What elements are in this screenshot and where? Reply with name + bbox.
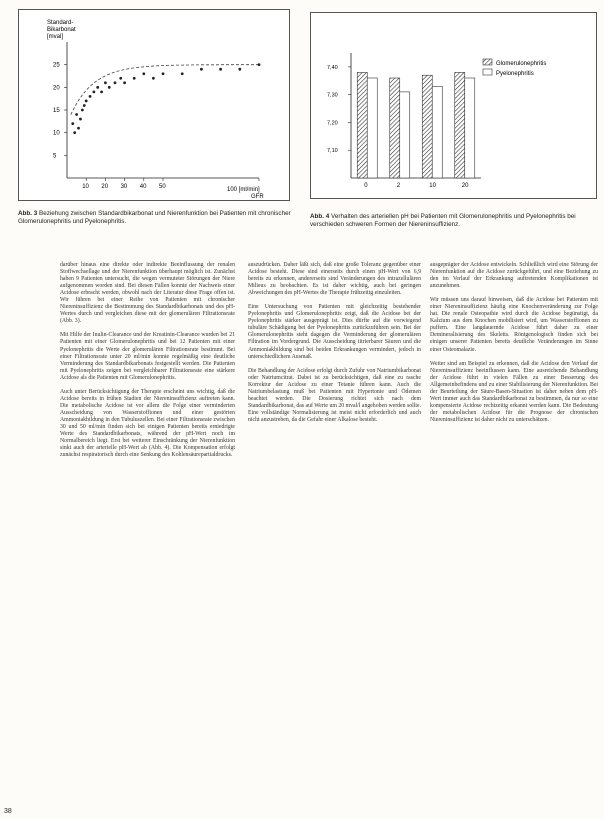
- data-point: [85, 100, 88, 103]
- paragraph: Weiter sind am Beispiel zu erkennen, daß die Acidose den Verlauf der Niereninsuffizienz beeinflussen kann. Eine ausreichende Behandlung der Acidose führt in vielen Fällen zu einer Besserung des Allgemeinbefindens und zu einer Stabilisierung der Nierenfunktion. Bei der Beurteilung der Säure-Basen-Situation ist daher neben dem pH-Wert immer auch das Standardbikarbonat zu bestimmen, da nur so eine kompensierte Acidose rechtzeitig erkannt werden kann. Die Bedeutung der metabolischen Acidose für die Prognose der chronischen Niereninsuffizienz ist daher nicht zu unterschätzen.: [430, 360, 598, 423]
- data-point: [100, 90, 103, 93]
- data-point: [75, 113, 78, 116]
- x-tick-label: 0: [364, 183, 368, 189]
- legend-label-pyelonephritis: Pyelonephritis: [496, 71, 534, 77]
- text-column-1: [60, 262, 235, 466]
- paragraph: auszudrücken. Daher läßt sich, daß eine große Toleranz gegenüber einer Acidose besteht. Diese sind einerseits durch einen pH-Wert von 6,9 bereits zu erkennen, andererseits sind Veränderungen des intrazellulären Milieus zu beobachten. Es ist daher wichtig, auch bei geringen Abweichungen des pH-Wertes die Therapie frühzeitig einzuleiten.: [248, 262, 421, 297]
- y-tick-label: 25: [53, 62, 60, 69]
- bar-pyelonephritis: [367, 78, 377, 178]
- y-tick-label: 7,20: [327, 120, 338, 127]
- data-point: [181, 72, 184, 75]
- data-point: [133, 77, 136, 80]
- data-point: [162, 72, 165, 75]
- data-point: [258, 63, 261, 66]
- y-tick-label: 20: [53, 85, 60, 92]
- x-axis-label-1: 100 [ml/min]: [227, 187, 260, 193]
- paragraph: Auch unter Berücksichtigung der Therapie erscheint uns wichtig, daß die Acidose bereits in frühen Stadien der Niereninsuffizienz auftreten kann. Die metabolische Acidose ist vor allem die Folge einer verminderten Ausscheidung von Wasserstoffionen und einer gestörten Ammoniakbildung in den Tubuluszellen. Bei einer Filtrationsrate zwischen 30 und 50 ml/min finden sich bei einigen Patienten bereits erniedrigte Werte des Standardbikarbonats, während der pH-Wert noch im Normalbereich liegt. Erst bei weiterer Einschränkung der Nierenfunktion sinkt auch der arterielle pH-Wert ab (Abb. 4). Die Kompensation erfolgt zunächst respiratorisch durch eine Senkung des Kohlensäurepartialdrucks.: [60, 388, 235, 459]
- x-tick-label: 10: [429, 183, 436, 189]
- text-column-3: [430, 262, 598, 431]
- y-axis-label-3: [mval]: [47, 34, 64, 40]
- x-tick-label: 30: [120, 184, 128, 190]
- data-point: [83, 104, 86, 107]
- figure-4-box: [310, 12, 597, 199]
- x-tick-label: 20: [101, 184, 109, 190]
- paragraph: ausgeprägter der Acidose entwickeln. Schließlich wird eine Störung der Nierenfunktion auf die Acidose zurückgeführt, und eine Beziehung zu den im Verlauf der Erkrankung auftretenden Komplikationen ist anzunehmen.: [430, 262, 598, 290]
- data-point: [96, 86, 99, 89]
- legend-swatch-pyelonephritis: [483, 69, 492, 75]
- bar-pyelonephritis: [400, 92, 410, 178]
- x-tick-label: 20: [461, 183, 469, 189]
- figure-4-caption-text: Verhalten des arteriellen pH bei Patienten mit Glomerulonephritis und Pyelonephritis bei verschieden schweren Formen der Niereninsuffizienz.: [310, 213, 576, 228]
- data-point: [104, 81, 107, 84]
- data-point: [114, 81, 117, 84]
- x-tick-label: 40: [139, 184, 147, 190]
- bar-glomerulonephritis: [390, 78, 400, 178]
- y-tick-label: 7,30: [327, 92, 338, 99]
- data-point: [81, 109, 84, 112]
- paragraph: Eine Untersuchung von Patienten mit gleichzeitig bestehender Pyelonephritis und Glomerulonephritis zeigt, daß die Acidose bei der Pyelonephritis stärker ausgeprägt ist. Dies dürfte auf die vorwiegend tubuläre Schädigung bei der Pyelonephritis zurückzuführen sein. Bei der Glomerulonephritis steht dagegen die Verminderung der glomerulären Filtration im Vordergrund. Die Ausscheidung titrierbarer Säuren und die Ammoniakbildung sind bei beiden Erkrankungen vermindert, jedoch in unterschiedlichem Ausmaß.: [248, 304, 421, 360]
- figure-3-chart: [19, 10, 289, 200]
- figure-4-number: Abb. 4: [310, 213, 330, 220]
- data-point: [77, 127, 80, 130]
- figure-4-caption: [310, 213, 600, 229]
- bar-glomerulonephritis: [422, 75, 432, 178]
- paragraph: Wir müssen uns darauf hinweisen, daß die Acidose bei Patienten mit einer Niereninsuffizienz häufig eine Knochenveränderung zur Folge hat. Die renale Osteopathie wird durch die Acidose begünstigt, da Kalzium aus dem Knochen mobilisiert wird, um Wasserstoffionen zu puffern. Eine langdauernde Acidose führt daher zu einer Demineralisierung des Skeletts. Röntgenologisch finden sich bei einigen unserer Patienten bereits deutliche Veränderungen im Sinne einer Osteomalazie.: [430, 297, 598, 353]
- fit-curve: [71, 65, 259, 115]
- figure-3-caption: [18, 210, 298, 226]
- paragraph: Die Behandlung der Acidose erfolgt durch Zufuhr von Natriumbikarbonat oder Natriumcitrat. Dabei ist zu berücksichtigen, daß eine zu rasche Korrektur der Acidose zu einer Tetanie führen kann. Auch die Natriumbelastung muß bei Patienten mit Hypertonie und Ödemen beachtet werden. Die Dosierung richtet sich nach dem Standardbikarbonat, das auf Werte um 20 mval/l angehoben werden sollte. Eine vollständige Normalisierung ist meist nicht erforderlich und auch nicht anzustreben, da die Gefahr einer Alkalose besteht.: [248, 367, 421, 423]
- x-tick-label: 10: [82, 184, 89, 190]
- data-point: [71, 122, 74, 125]
- data-point: [73, 131, 76, 134]
- figure-3-box: [18, 9, 290, 201]
- data-point: [92, 90, 95, 93]
- data-point: [200, 68, 203, 71]
- data-point: [123, 81, 126, 84]
- bar-pyelonephritis: [465, 78, 475, 178]
- text-column-2: [248, 262, 421, 431]
- y-tick-label: 15: [53, 108, 60, 114]
- bar-glomerulonephritis: [357, 72, 367, 178]
- data-point: [108, 86, 111, 89]
- legend-label-glomerulonephritis: Glomerulonephritis: [496, 61, 547, 67]
- y-tick-label: 10: [53, 130, 60, 137]
- figure-4-chart: [311, 13, 596, 198]
- data-point: [119, 77, 122, 80]
- data-point: [142, 72, 145, 75]
- y-axis-label-2: Bikarbonat: [47, 27, 76, 33]
- figure-3-number: Abb. 3: [18, 210, 38, 217]
- y-tick-label: 7,40: [327, 64, 338, 71]
- page-number: 38: [4, 808, 12, 815]
- bar-glomerulonephritis: [455, 72, 465, 178]
- y-tick-label: 5: [53, 153, 57, 160]
- data-point: [79, 118, 82, 121]
- paragraph: darüber hinaus eine direkte oder indirekte Beeinflussung der renalen Stoffwechsellage und der Nierenfunktion überhaupt möglich ist. Zunächst haben 9 Patienten untersucht, die wegen vermuteter Störungen der Niere aufgenommen worden sind. Bei diesen Fällen konnte der Nachweis einer Acidose erbracht werden, obwohl nach der Literatur diese Frage offen ist. Wir führen bei einer Reihe von Patienten mit chronischer Niereninsuffizienz die Bestimmung des Standardbikarbonats und des pH-Wertes durch und vergleichen diese mit der glomerulären Filtrationsrate (Abb. 3).: [60, 262, 235, 325]
- legend-swatch-glomerulonephritis: [483, 59, 492, 65]
- data-point: [219, 68, 222, 71]
- bar-pyelonephritis: [432, 86, 442, 178]
- y-tick-label: 7,10: [327, 148, 338, 155]
- figure-3-caption-text: Beziehung zwischen Standardbikarbonat und Nierenfunktion bei Patienten mit chronischer Glomerulonephritis und Pyelonephritis.: [18, 210, 291, 225]
- data-point: [152, 77, 155, 80]
- y-axis-label-1: Standard-: [47, 20, 74, 26]
- x-axis-label-2: GFR: [251, 194, 264, 200]
- x-tick-label: 2: [396, 183, 401, 189]
- x-tick-label: 50: [159, 184, 166, 190]
- paragraph: Mit Hilfe der Inulin-Clearance und der Kreatinin-Clearance wurden bei 21 Patienten mit einer Glomerulonephritis und bei 12 Patienten mit einer Pyelonephritis die Werte der glomerulären Filtrationsrate bestimmt. Bei einer Filtrationsrate unter 20 ml/min konnte regelmäßig eine deutliche Verminderung des Standardbikarbonats festgestellt werden. Die Patienten mit Pyelonephritis zeigen bei vergleichbarer Filtrationsrate eine stärkere Acidose als die Patienten mit Glomerulonephritis.: [60, 332, 235, 381]
- data-point: [238, 68, 241, 71]
- data-point: [89, 95, 92, 98]
